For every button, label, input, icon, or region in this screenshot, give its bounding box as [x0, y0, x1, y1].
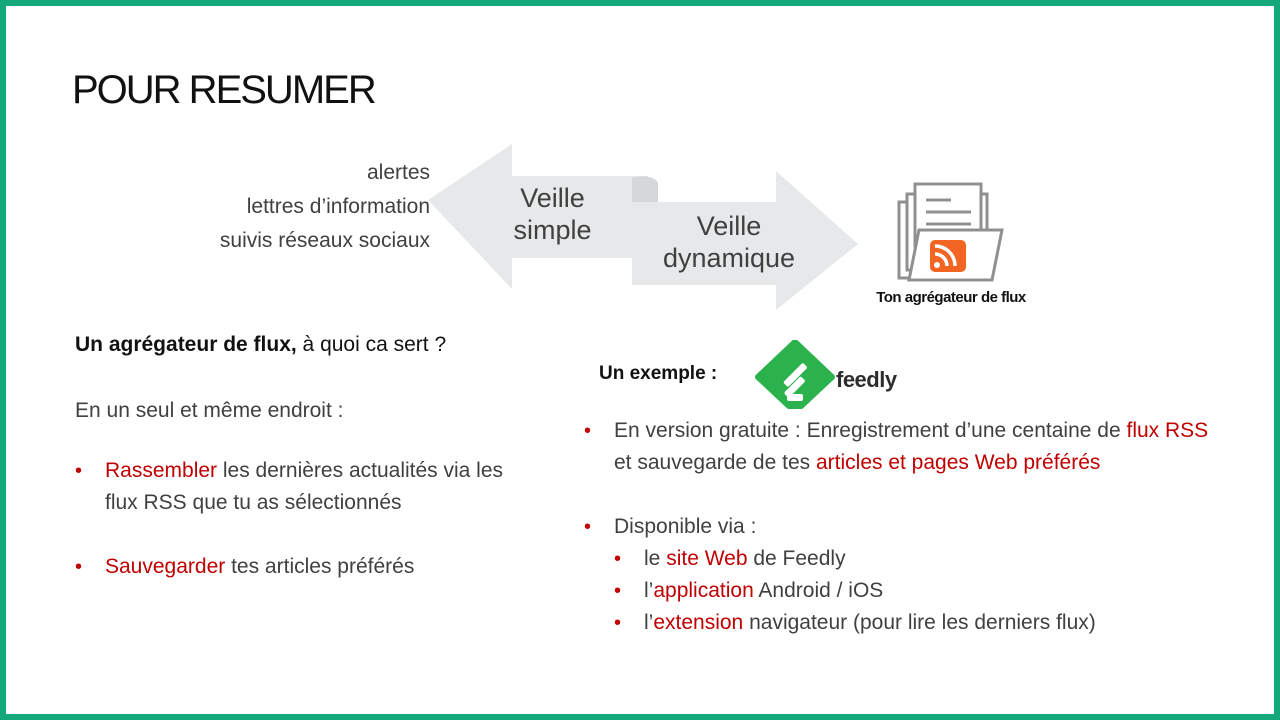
aggregator-label: Ton agrégateur de flux: [876, 289, 1026, 306]
question-bold: Un agrégateur de flux,: [75, 333, 297, 356]
bullet-highlight: articles et pages Web préférés: [815, 451, 1101, 474]
veille-simple-label: [500, 182, 605, 246]
page-title: POUR RESUMER: [72, 68, 375, 112]
arrow-label-line: dynamique: [662, 243, 796, 273]
list-item: [584, 415, 1224, 479]
sub-bullets: [614, 543, 1224, 639]
sub-bullet-pre: l’: [644, 611, 654, 634]
right-bullets: [584, 415, 1224, 639]
bullet-text: les dernières actualités via les flux RSS que tu as sélectionnés: [105, 459, 504, 514]
sub-bullet-pre: le: [644, 547, 667, 570]
bullet-text: et sauvegarde de tes: [614, 451, 816, 474]
question-heading: [75, 333, 446, 357]
veille-dynamique-label: [644, 210, 814, 274]
sub-bullet-post: navigateur (pour lire les derniers flux): [743, 611, 1096, 634]
bullet-text: En version gratuite : Enregistrement d’une centaine de: [614, 419, 1127, 442]
sub-bullet-highlight: application: [653, 579, 754, 602]
sub-list-item: [614, 575, 1224, 607]
feedly-brand: feedly: [836, 367, 897, 392]
sub-bullet-post: Android / iOS: [753, 579, 884, 602]
sub-list-item: [614, 543, 1224, 575]
list-item: [75, 455, 515, 519]
source-item: suivis réseaux sociaux: [219, 229, 430, 252]
bullet-highlight: flux RSS: [1126, 419, 1209, 442]
example-label: Un exemple :: [599, 363, 718, 384]
sub-bullet-highlight: extension: [653, 611, 744, 634]
feedly-logo-icon: [754, 340, 836, 410]
list-item: [584, 511, 1224, 639]
arrow-label-line: simple: [513, 215, 592, 245]
left-bullets: [75, 455, 515, 583]
sub-bullet-highlight: site Web: [666, 547, 748, 570]
sub-bullet-post: de Feedly: [747, 547, 846, 570]
arrow-label-line: Veille: [696, 211, 762, 241]
bullet-highlight: Sauvegarder: [105, 555, 226, 578]
source-item: alertes: [366, 161, 430, 184]
rss-folder-icon: [899, 184, 1002, 280]
source-item: lettres d’information: [246, 195, 430, 218]
bullet-highlight: Rassembler: [105, 459, 218, 482]
sub-list-item: [614, 607, 1224, 639]
list-item: [75, 551, 515, 583]
arrow-label-line: Veille: [520, 183, 585, 213]
sub-bullet-pre: l’: [644, 579, 654, 602]
left-intro: En un seul et même endroit :: [75, 399, 344, 422]
bullet-text: Disponible via :: [614, 515, 757, 538]
bullet-text: tes articles préférés: [225, 555, 415, 578]
question-rest: à quoi ca sert ?: [296, 333, 447, 356]
